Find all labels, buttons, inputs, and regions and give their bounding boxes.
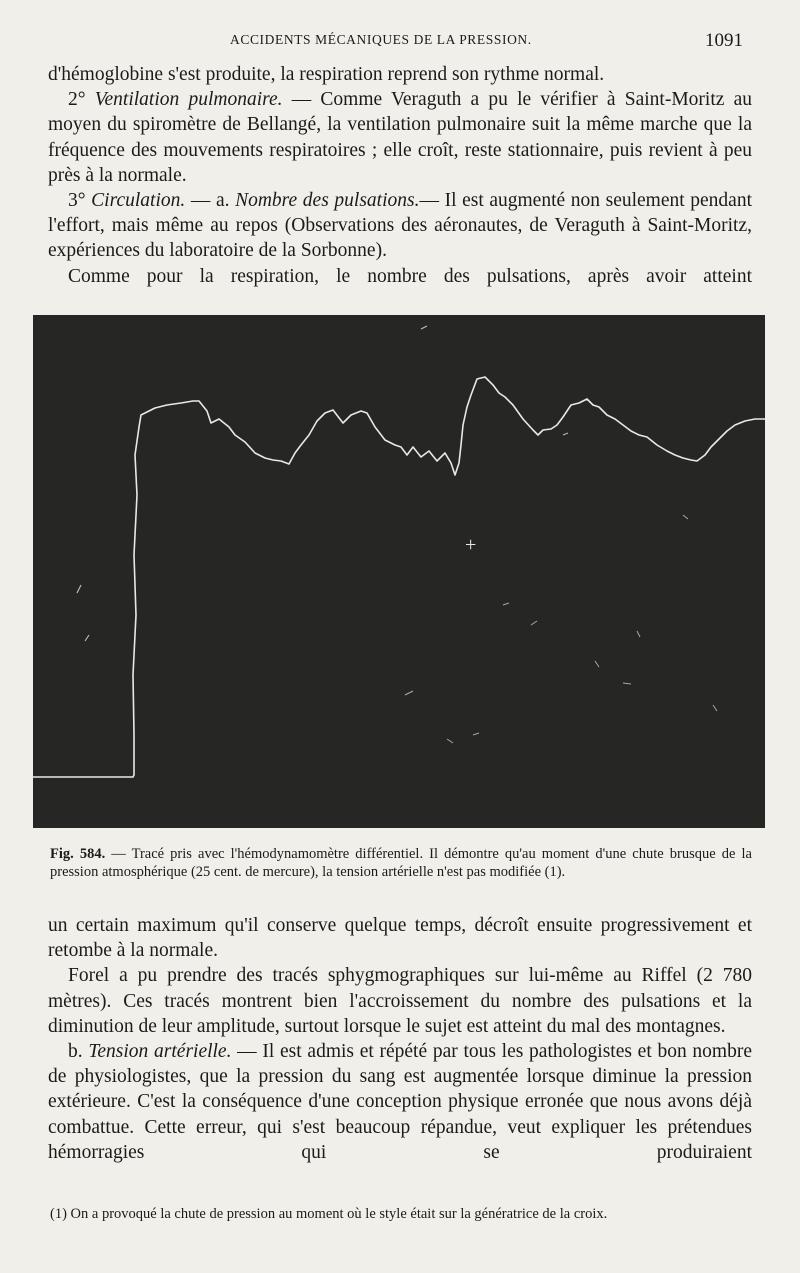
figure-caption: [50, 846, 752, 881]
body-text-top: [48, 62, 752, 289]
figure-caption-text: — Tracé pris avec l'hémodynamomètre différentiel. Il démontre qu'au moment d'une chute brusque de la pression atmosphérique (25 cent. de mercure), la tension artérielle n'est pas modifiée (1).: [50, 846, 752, 880]
section-text: — Comme Veraguth a pu le vérifier à Saint-Moritz au moyen du spiromètre de Bellangé, la ventilation pulmonaire suit la même marche que la fréquence des mouvements respiratoires ; elle croît, reste stationnaire, puis revient à peu près à la normale.: [48, 89, 753, 186]
cross-mark: +: [465, 534, 477, 556]
section-title-ventilation: Ventilation pulmonaire.: [94, 89, 283, 111]
page-header: [0, 28, 800, 58]
paragraph-circulation: [48, 188, 752, 264]
section-number: 3°: [68, 190, 86, 212]
subsection-title-pulsations: Nombre des pulsations.: [235, 190, 420, 212]
figure-label: Fig. 584.: [50, 846, 106, 862]
paragraph-tension: [48, 1039, 752, 1165]
trace-plot: [33, 315, 765, 828]
paragraph-comme-pour: Comme pour la respiration, le nombre des pulsations, après avoir atteint: [68, 265, 752, 287]
section-label: b.: [68, 1041, 83, 1063]
running-title: ACCIDENTS MÉCANIQUES DE LA PRESSION.: [230, 32, 532, 47]
section-number: 2°: [68, 89, 86, 111]
figure-trace: [33, 315, 765, 828]
body-text-bottom: [48, 913, 752, 1165]
footnote: (1) On a provoqué la chute de pression au moment où le style était sur la génératrice de la croix.: [50, 1206, 608, 1222]
section-title-circulation: Circulation.: [91, 190, 186, 212]
paragraph-maximum: un certain maximum qu'il conserve quelque temps, décroît ensuite progressivement et retombe à la normale.: [48, 915, 752, 962]
paragraph-ventilation: [48, 87, 752, 188]
section-title-tension: Tension artérielle.: [88, 1041, 232, 1063]
section-separator: — a.: [185, 190, 236, 212]
paragraph-hemoglobine: d'hémoglobine s'est produite, la respiration reprend son rythme normal.: [48, 64, 605, 85]
figure-background: [33, 315, 765, 828]
page-number: 1091: [705, 30, 743, 51]
section-text: — Il est admis et répété par tous les pathologistes et bon nombre de physiologistes, que la pression du sang est augmentée lorsque diminue la pression extérieure. C'est la conséquence d'une conception physique erronée que nous avons déjà combattue. Cette erreur, qui s'est beaucoup répandue, veut expliquer les prétendues hémorragies qui se produiraient: [48, 1041, 753, 1163]
section-text: — Il est augmenté non seulement pendant l'effort, mais même au repos (Observations des aéronautes, de Veraguth à Saint-Moritz, expériences du laboratoire de la Sorbonne).: [48, 190, 752, 262]
paragraph-forel: Forel a pu prendre des tracés sphygmographiques sur lui-même au Riffel (2 780 mètres). Ces tracés montrent bien l'accroissement du nombre des pulsations et la diminution de leur amplitude, surtout lorsque le sujet est atteint du mal des montagnes.: [48, 965, 752, 1037]
